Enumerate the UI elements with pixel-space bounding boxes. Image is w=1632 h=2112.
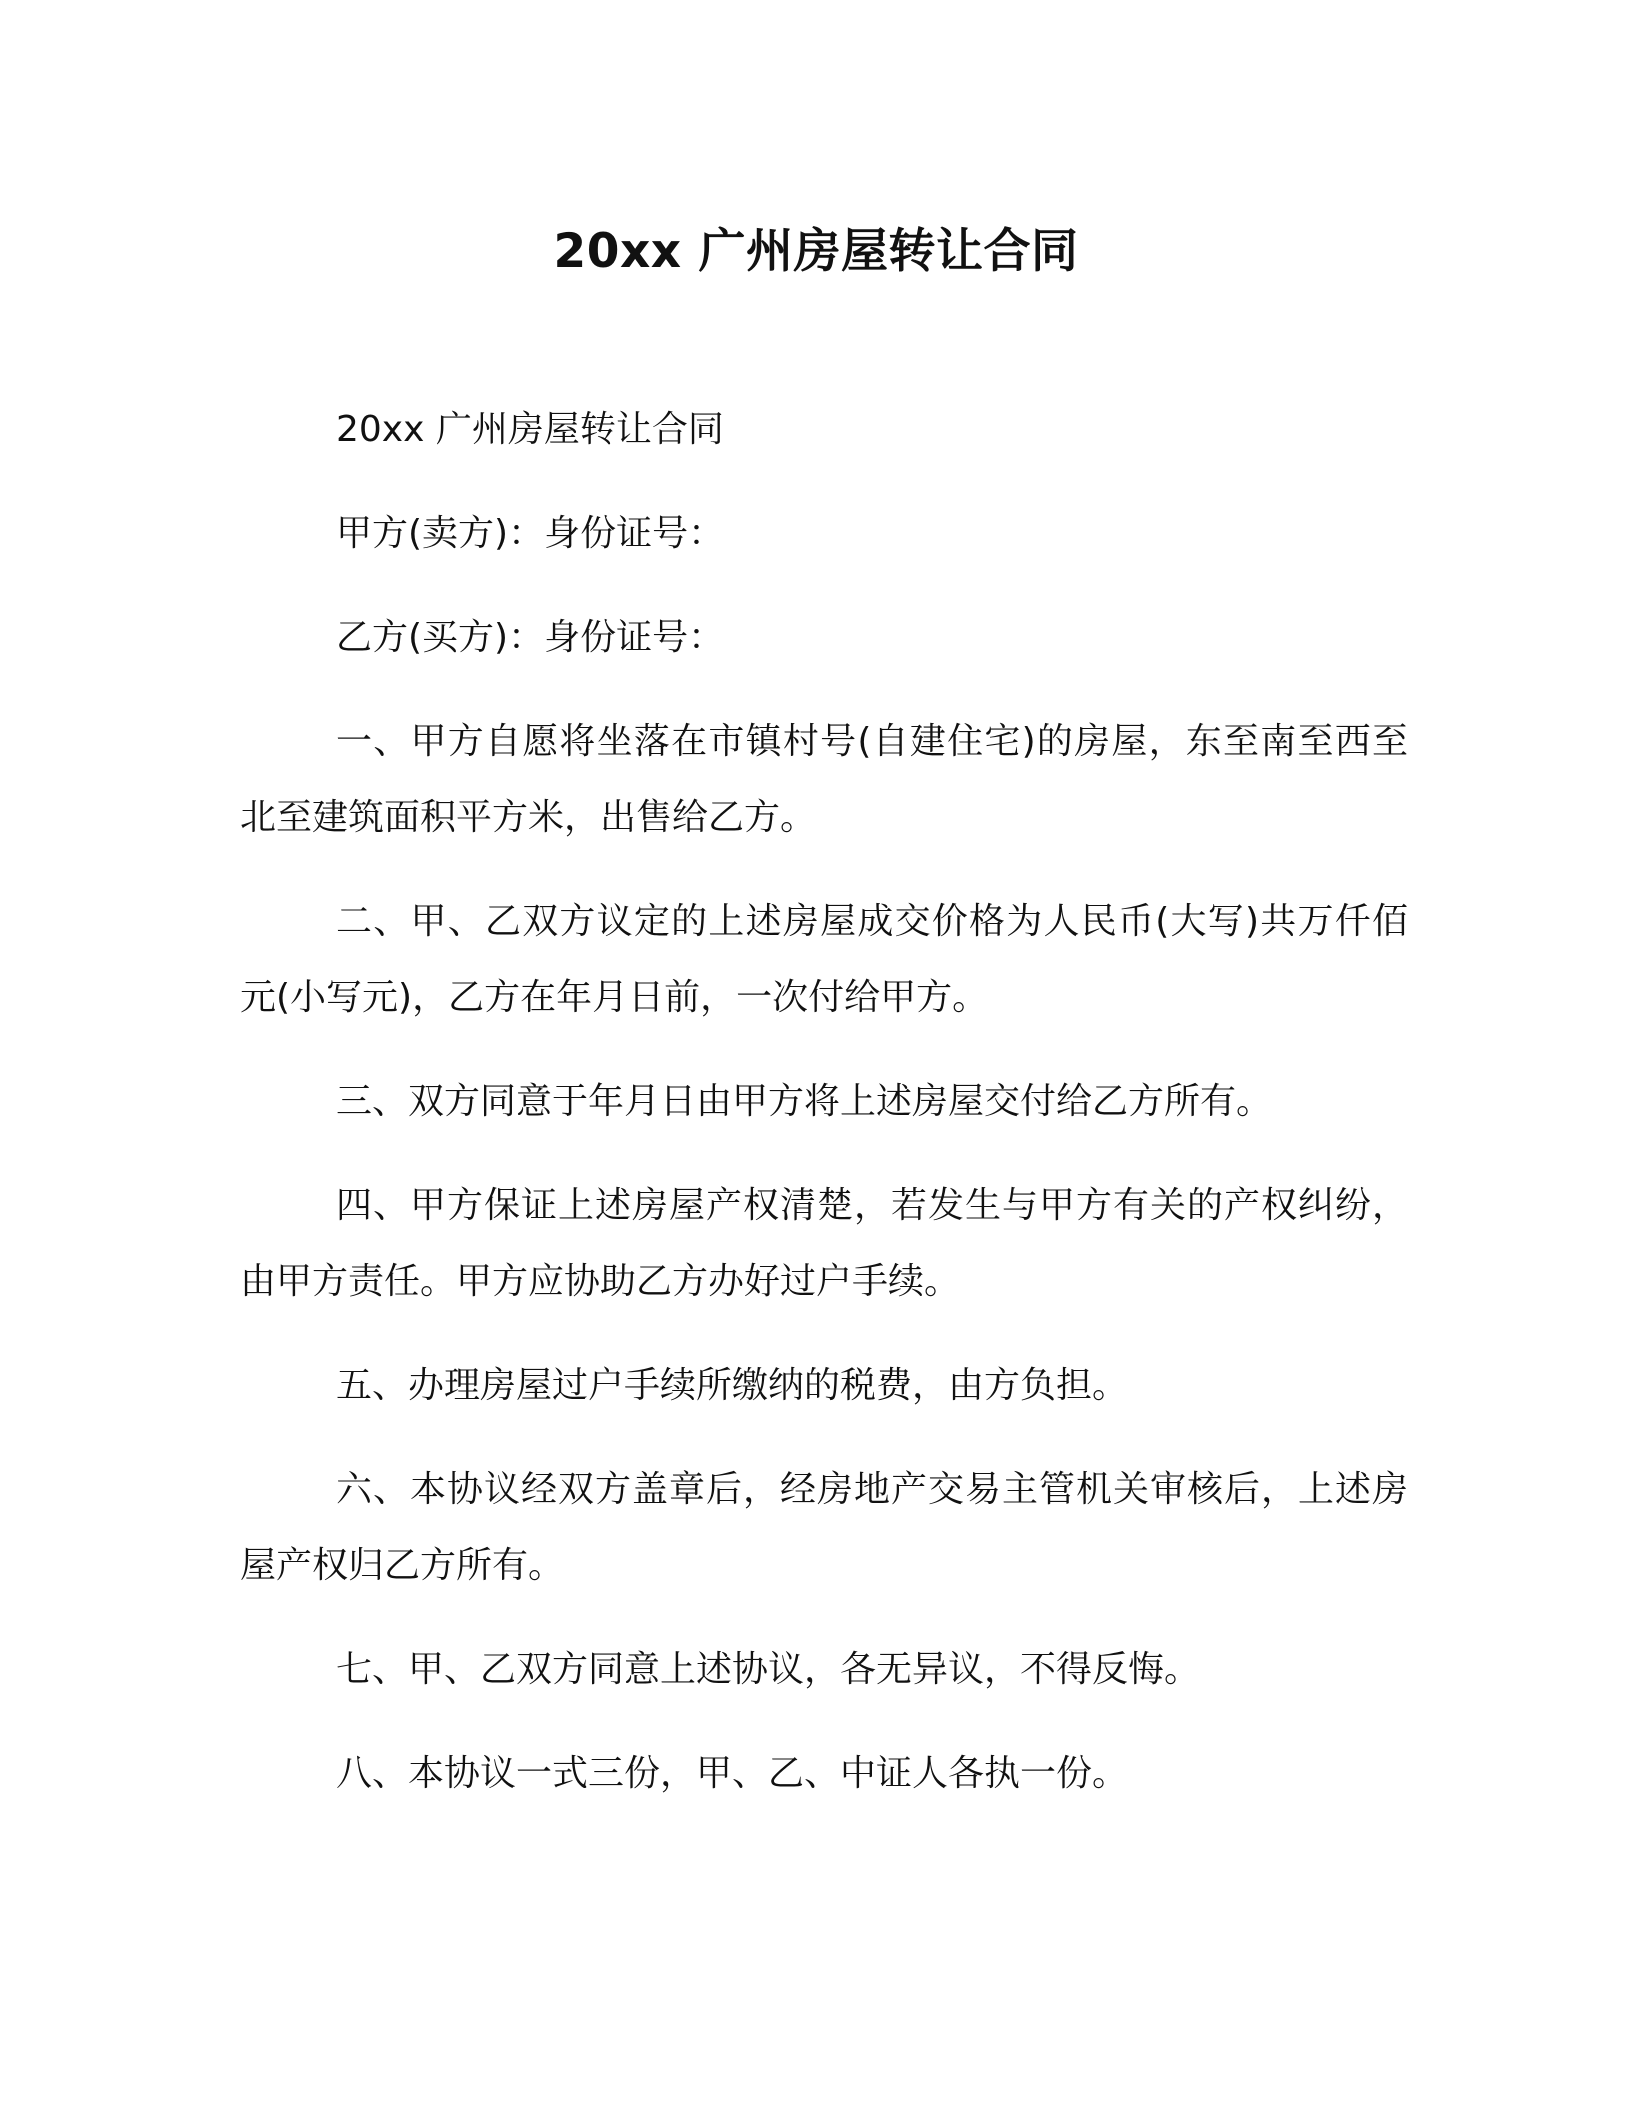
clause-2: 二、甲、乙双方议定的上述房屋成交价格为人民币(大写)共万仟佰元(小写元)，乙方在年月日前，一次付给甲方。 xyxy=(240,901,1408,1018)
clause-4: 四、甲方保证上述房屋产权清楚，若发生与甲方有关的产权纠纷，由甲方责任。甲方应协助乙方办好过户手续。 xyxy=(240,1185,1408,1302)
clause-5: 五、办理房屋过户手续所缴纳的税费，由方负担。 xyxy=(336,1365,1129,1406)
clause-6: 六、本协议经双方盖章后，经房地产交易主管机关审核后，上述房屋产权归乙方所有。 xyxy=(240,1469,1408,1586)
clause-7: 七、甲、乙双方同意上述协议，各无异议，不得反悔。 xyxy=(336,1649,1201,1690)
clause-3: 三、双方同意于年月日由甲方将上述房屋交付给乙方所有。 xyxy=(336,1081,1273,1122)
document-body xyxy=(240,392,1408,1840)
party-a-line: 甲方(卖方)：身份证号： xyxy=(336,513,725,554)
subtitle-line: 20xx 广州房屋转让合同 xyxy=(336,409,724,450)
document-title: 20xx 广州房屋转让合同 xyxy=(553,224,1079,279)
clause-1: 一、甲方自愿将坐落在市镇村号(自建住宅)的房屋，东至南至西至北至建筑面积平方米，出售给乙方。 xyxy=(240,721,1408,838)
party-b-line: 乙方(买方)：身份证号： xyxy=(336,617,725,658)
clause-8: 八、本协议一式三份，甲、乙、中证人各执一份。 xyxy=(336,1753,1129,1794)
